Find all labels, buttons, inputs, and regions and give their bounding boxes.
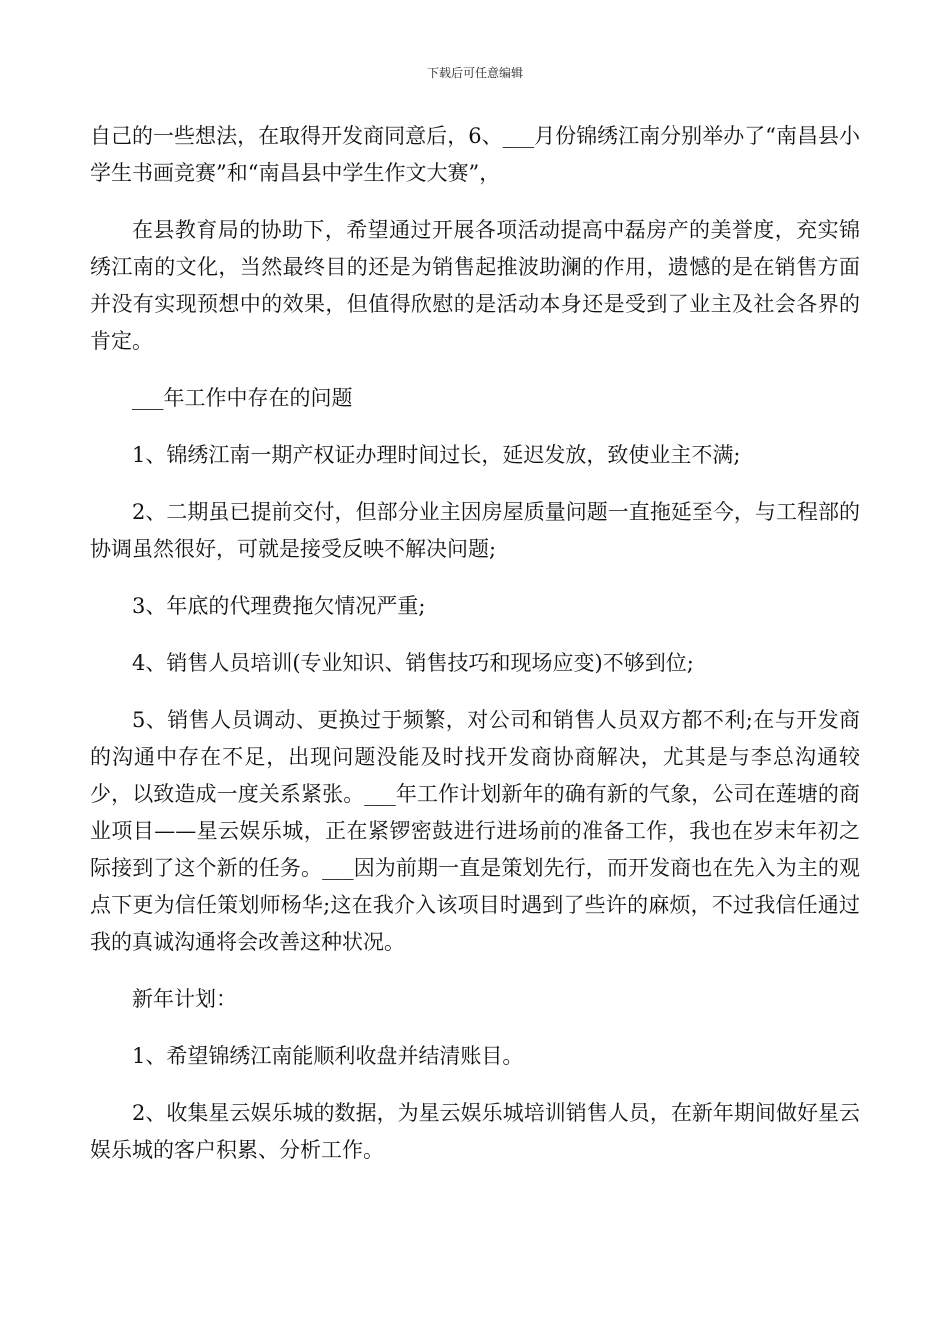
document-body [90, 118, 860, 1189]
section-heading: ___年工作中存在的问题 [132, 386, 353, 410]
list-item: 1、希望锦绣江南能顺利收盘并结清账目。 [132, 1044, 524, 1068]
page-header: 下载后可任意编辑 [426, 66, 523, 80]
paragraph: 在县教育局的协助下，希望通过开展各项活动提高中磊房产的美誉度，充实锦绣江南的文化，当然最终目的还是为销售起推波助澜的作用，遗憾的是在销售方面并没有实现预想中的效果，但值得欣慰的是活动本身还是受到了业主及社会各界的肯定。 [90, 218, 860, 353]
list-item: 3、年底的代理费拖欠情况严重; [132, 594, 426, 618]
section-heading: 新年计划： [132, 987, 237, 1011]
list-item: 2、收集星云娱乐城的数据，为星云娱乐城培训销售人员，在新年期间做好星云娱乐城的客户积累、分析工作。 [90, 1101, 860, 1162]
list-item: 5、销售人员调动、更换过于频繁，对公司和销售人员双方都不利;在与开发商的沟通中存在不足，出现问题没能及时找开发商协商解决，尤其是与李总沟通较少，以致造成一度关系紧张。___年工作计划新年的确有新的气象，公司在莲塘的商业项目——星云娱乐城，正在紧锣密鼓进行进场前的准备工作，我也在岁末年初之际接到了这个新的任务。___因为前期一直是策划先行，而开发商也在先入为主的观点下更为信任策划师杨华;这在我介入该项目时遇到了些许的麻烦，不过我信任通过我的真诚沟通将会改善这种状况。 [90, 708, 860, 954]
list-item: 2、二期虽已提前交付，但部分业主因房屋质量问题一直拖延至今，与工程部的协调虽然很好，可就是接受反映不解决问题; [90, 500, 860, 561]
paragraph: 自己的一些想法，在取得开发商同意后，6、___月份锦绣江南分别举办了“南昌县小学生书画竞赛”和“南昌县中学生作文大赛”， [90, 124, 860, 185]
list-item: 1、锦绣江南一期产权证办理时间过长，延迟发放，致使业主不满; [132, 443, 741, 467]
list-item: 4、销售人员培训(专业知识、销售技巧和现场应变)不够到位; [132, 651, 694, 675]
